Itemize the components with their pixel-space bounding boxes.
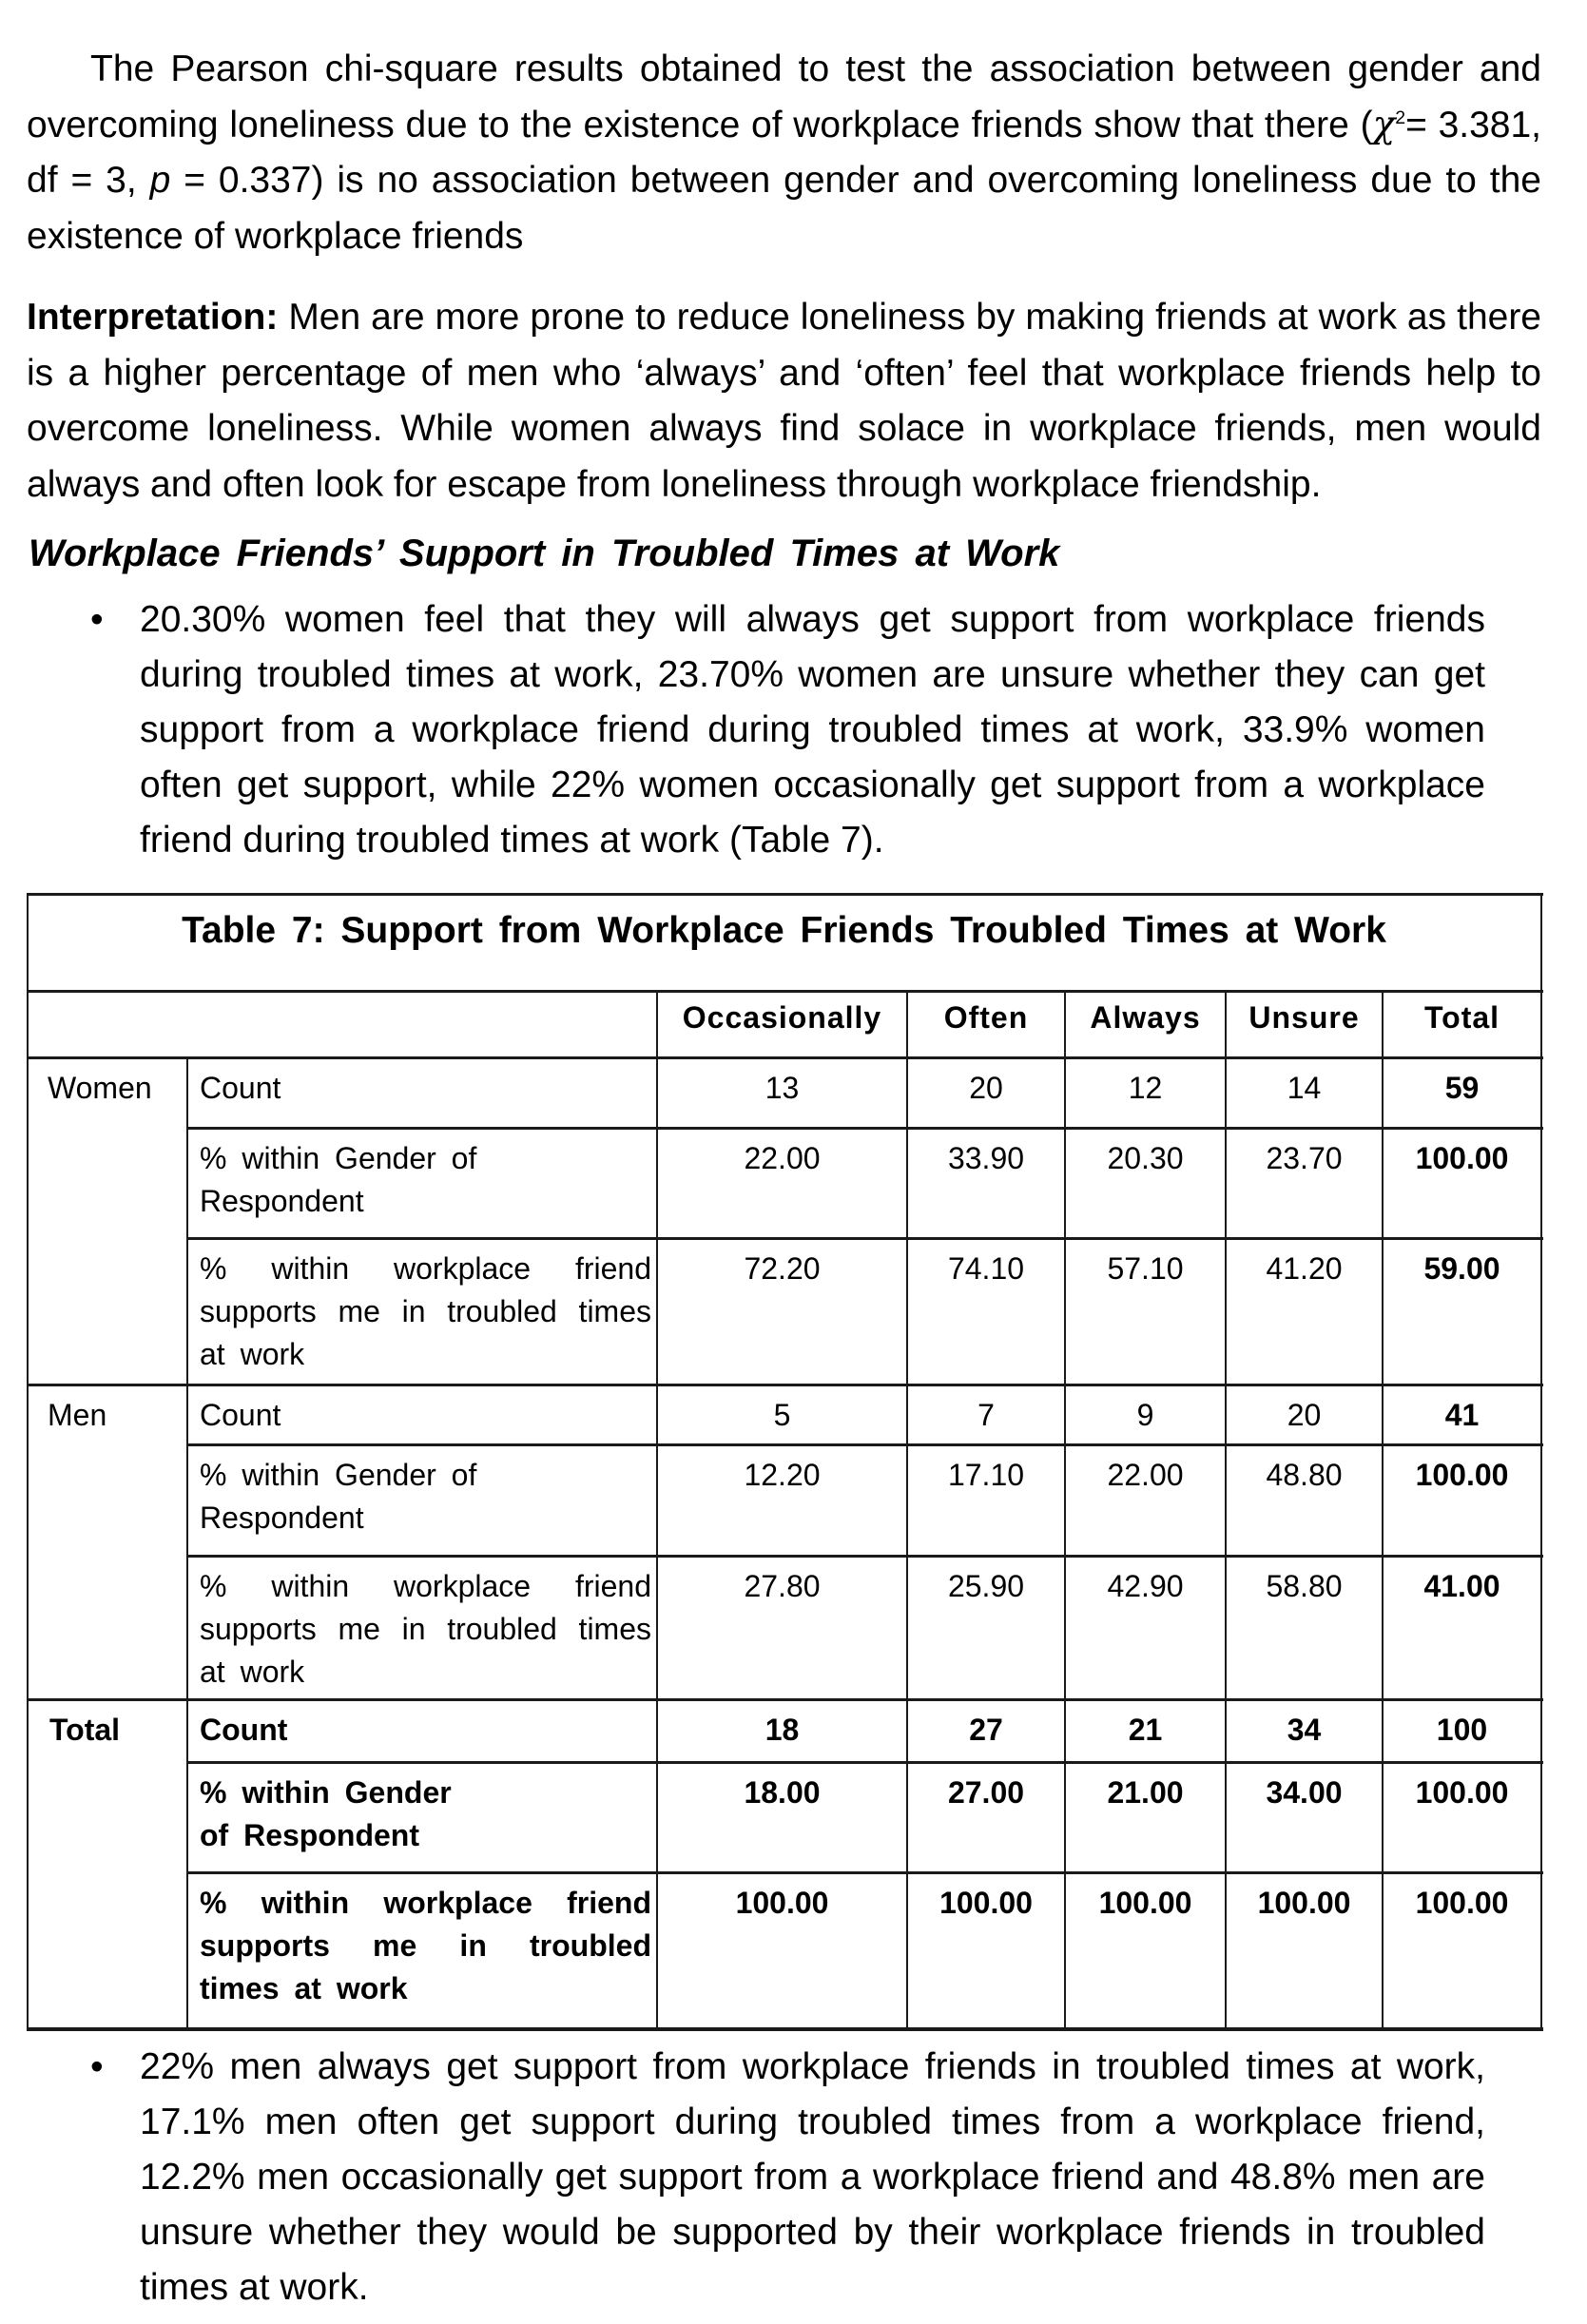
table-rule bbox=[186, 1127, 1543, 1130]
table-cell: 22.00 bbox=[744, 1141, 821, 1175]
table-cell: 17.10 bbox=[947, 1458, 1025, 1492]
table-cell: 5 bbox=[773, 1398, 791, 1432]
table-cell: 48.80 bbox=[1266, 1458, 1343, 1492]
table-title: Table 7: Support from Workplace Friends Troubled Times at Work bbox=[182, 910, 1386, 951]
table-cell: 27.80 bbox=[744, 1569, 821, 1603]
bullet-icon: • bbox=[90, 2046, 104, 2087]
row-label: Count bbox=[200, 1071, 281, 1105]
interpretation-label: Interpretation: bbox=[27, 297, 279, 338]
table-cell: 100.00 bbox=[1415, 1886, 1509, 1920]
table-border-top bbox=[27, 893, 1543, 896]
table-cell: 57.10 bbox=[1107, 1251, 1184, 1286]
chi-square-value: = 3.381, df = 3, bbox=[27, 104, 1542, 201]
table-cell: 18.00 bbox=[744, 1775, 821, 1810]
row-label: Count bbox=[200, 1713, 288, 1747]
table-border-right bbox=[1540, 893, 1542, 2031]
table-cell: 14 bbox=[1287, 1071, 1322, 1105]
table-rule bbox=[27, 990, 1543, 993]
table-cell: 100.00 bbox=[1415, 1458, 1509, 1492]
bullet-icon: • bbox=[90, 599, 104, 640]
table-rule bbox=[186, 1443, 1543, 1446]
table-cell: 74.10 bbox=[947, 1251, 1025, 1286]
table-cell: 20 bbox=[969, 1071, 1003, 1105]
chi-square-symbol: χ bbox=[1372, 103, 1396, 146]
table-cell: 41 bbox=[1444, 1398, 1480, 1432]
column-header-unsure: Unsure bbox=[1248, 1000, 1360, 1035]
table-cell: 20 bbox=[1287, 1398, 1322, 1432]
table-rule bbox=[186, 1871, 1543, 1874]
table-cell: 25.90 bbox=[947, 1569, 1025, 1603]
bullet-men-summary: 22% men always get support from workplace friends in troubled times at work, 17.1% men often get support during troubled times from a workplace friend, 12.2% men occasionally get support from a workplace friend and 48.8% men are unsure whether they would be supported by their workplace friends in troubled times at work. bbox=[140, 2046, 1485, 2308]
table-rule bbox=[27, 1384, 1543, 1386]
group-label-men: Men bbox=[48, 1398, 107, 1432]
row-label: % within Gender of Respondent bbox=[200, 1141, 477, 1218]
group-label-total: Total bbox=[49, 1713, 121, 1747]
interpretation-text: Men are more prone to reduce loneliness by making friends at work as there is a higher percentage of men who ‘always’ and ‘often’ feel that workplace friends help to overcome loneliness. While women always find solace in workplace friends, men would always and often look for escape from loneliness through workplace friendship. bbox=[27, 297, 1541, 505]
table-cell: 9 bbox=[1136, 1398, 1154, 1432]
table-cell: 7 bbox=[977, 1398, 995, 1432]
table-cell: 100.00 bbox=[1415, 1141, 1509, 1175]
intro-text-after: is no association between gender and overcoming loneliness due to the existence of workplace friends bbox=[27, 160, 1541, 257]
table-rule bbox=[186, 1237, 1543, 1240]
bullet-women-summary: 20.30% women feel that they will always get support from workplace friends during troubled times at work, 23.70% women are unsure whether they can get support from a workplace friend during troubled times at work, 33.9% women often get support, while 22% women occasionally get support from a workplace friend during troubled times at work (Table 7). bbox=[140, 599, 1485, 861]
table-cell: 21.00 bbox=[1107, 1775, 1184, 1810]
table-cell: 41.00 bbox=[1423, 1569, 1500, 1603]
table-cell: 23.70 bbox=[1266, 1141, 1343, 1175]
table-cell: 59.00 bbox=[1423, 1251, 1500, 1286]
row-label: % within Gender of Respondent bbox=[200, 1458, 477, 1535]
column-header-always: Always bbox=[1090, 1000, 1201, 1035]
table-cell: 100.00 bbox=[1257, 1886, 1351, 1920]
table-cell: 58.80 bbox=[1266, 1569, 1343, 1603]
table-cell: 33.90 bbox=[947, 1141, 1025, 1175]
table-cell: 27.00 bbox=[947, 1775, 1025, 1810]
table-cell: 72.20 bbox=[744, 1251, 821, 1286]
section-heading: Workplace Friends’ Support in Troubled Times at Work bbox=[29, 533, 1060, 574]
table-rule bbox=[186, 1555, 1543, 1558]
table-col-divider bbox=[186, 1056, 188, 2031]
table-cell: 12.20 bbox=[744, 1458, 821, 1492]
row-label: % within workplace friend supports me in troubled times at work bbox=[200, 1886, 651, 2005]
column-header-often: Often bbox=[943, 1000, 1029, 1035]
table-cell: 100 bbox=[1436, 1713, 1488, 1747]
row-label: Count bbox=[200, 1398, 281, 1432]
table-cell: 27 bbox=[969, 1713, 1003, 1747]
table-cell: 18 bbox=[764, 1713, 800, 1747]
table-cell: 12 bbox=[1128, 1071, 1163, 1105]
table-cell: 100.00 bbox=[1415, 1775, 1509, 1810]
table-cell: 100.00 bbox=[735, 1886, 829, 1920]
row-label: % within workplace friend supports me in troubled times at work bbox=[200, 1251, 651, 1371]
row-label: % within Gender of Respondent bbox=[200, 1775, 452, 1852]
interpretation-paragraph bbox=[27, 290, 1541, 513]
table-cell: 59 bbox=[1444, 1071, 1480, 1105]
row-label: % within workplace friend supports me in troubled times at work bbox=[200, 1569, 651, 1689]
table-cell: 34 bbox=[1287, 1713, 1322, 1747]
table-cell: 20.30 bbox=[1107, 1141, 1184, 1175]
chi-square-exponent: 2 bbox=[1395, 107, 1406, 128]
table-cell: 100.00 bbox=[939, 1886, 1033, 1920]
table-cell: 100.00 bbox=[1098, 1886, 1192, 1920]
p-symbol: p bbox=[149, 160, 171, 201]
group-label-women: Women bbox=[48, 1071, 152, 1105]
table-cell: 34.00 bbox=[1266, 1775, 1343, 1810]
table-cell: 42.90 bbox=[1107, 1569, 1184, 1603]
p-value: = 0.337) bbox=[170, 160, 324, 201]
table-border-left bbox=[27, 893, 29, 2031]
column-header-occasionally: Occasionally bbox=[682, 1000, 882, 1035]
table-cell: 41.20 bbox=[1266, 1251, 1343, 1286]
table-cell: 13 bbox=[764, 1071, 800, 1105]
table-cell: 22.00 bbox=[1107, 1458, 1184, 1492]
intro-paragraph bbox=[27, 42, 1541, 264]
table-cell: 21 bbox=[1128, 1713, 1163, 1747]
table-rule bbox=[27, 1698, 1543, 1701]
table-rule bbox=[27, 1056, 1543, 1059]
table-rule bbox=[186, 1761, 1543, 1764]
table-border-bottom bbox=[27, 2027, 1543, 2031]
intro-text-before: The Pearson chi-square results obtained to test the association between gender and overcoming loneliness due to the existence of workplace friends show that there ( bbox=[27, 48, 1541, 145]
column-header-total: Total bbox=[1423, 1000, 1500, 1035]
